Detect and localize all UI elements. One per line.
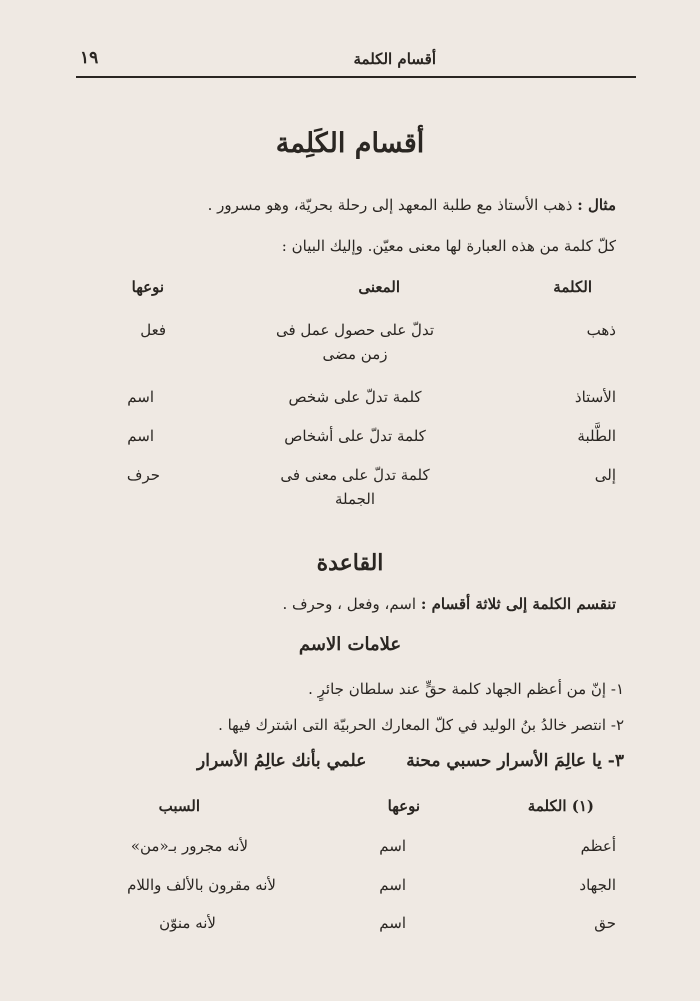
table2-row-2-type: اسم [379,876,406,894]
rule-line [282,595,616,613]
item-text: انتصر خالدُ بنُ الوليد في كلّ المعارك الحربيّة التى اشترك فيها . [218,716,607,734]
numbered-item-3 [197,751,624,771]
item-number: ٣- [607,751,624,771]
item-number: ١- [610,680,624,698]
example-label: مثال : [577,196,616,214]
table1-row-2-word: الأستاذ [574,388,616,406]
table2-header-word: (١) الكلمة [527,797,594,815]
rule-title: القاعدة [316,550,384,576]
item-number: ٢- [610,716,624,734]
table1-row-4-type: حرف [126,466,160,484]
table2-row-1-reason: لأنه مجرور بـ«من» [130,837,248,855]
table1-row-3-type: اسم [127,427,154,445]
header-rule [76,76,636,78]
noun-signs-title: علامات الاسم [298,634,402,655]
verse-second-hemistich: علمي بأنك عالِمُ الأسرار [197,751,367,771]
table2-row-2-word: الجهاد [579,876,616,894]
table1-row-3-word: الطَّلبة [577,427,616,445]
example-line [208,196,616,214]
table2-row-1-type: اسم [379,837,406,855]
table1-row-3-meaning [260,427,450,445]
table2-row-3-type: اسم [379,914,406,932]
meaning-line: كلمة تدلّ على أشخاص [284,427,426,445]
numbered-item-1 [308,680,624,698]
table1-row-2-meaning [260,388,450,406]
meaning-line: الجملة [334,490,376,508]
table1-row-1-word: ذهب [586,321,616,339]
rule-text: اسم، وفعل ، وحرف . [282,595,417,613]
table2-row-3-reason: لأنه منوّن [159,914,216,932]
running-header [76,44,636,74]
table2-row-2-reason: لأنه مقرون بالألف واللام [127,876,276,894]
chapter-title: أقسام الكَلِمة [275,128,425,159]
running-header-title: أقسام الكلمة [353,50,436,68]
table1-row-4-meaning [260,466,450,508]
table2-row-3-word: حق [594,914,616,932]
table2-header-type: نوعها [387,797,420,815]
verse-first-hemistich: يا عالِمَ الأسرار حسبي محنة [406,751,602,771]
table1-row-2-type: اسم [127,388,154,406]
meaning-line: كلمة تدلّ على شخص [288,388,422,406]
meaning-line: كلمة تدلّ على معنى فى [280,466,430,484]
table1-header-meaning: المعنى [358,278,400,296]
table1-row-1-meaning [260,321,450,363]
table2-header-reason: السبب [158,797,200,815]
example-text: ذهب الأستاذ مع طلبة المعهد إلى رحلة بحريّة، وهو مسرور . [207,196,573,214]
table1-header-type: نوعها [131,278,164,296]
table1-header-word: الكلمة [553,278,592,296]
page-number: ١٩ [80,48,99,68]
table1-row-4-word: إلى [594,466,616,484]
meaning-line: تدلّ على حصول عمل فى [275,321,435,339]
meaning-line: زمن مضى [322,345,388,363]
numbered-item-2 [218,716,624,734]
example-line-2: كلّ كلمة من هذه العبارة لها معنى معيّن. وإليك البيان : [281,237,616,255]
item-text: إنّ من أعظم الجهاد كلمة حقٍّ عند سلطان جائرٍ . [308,680,607,698]
table2-row-1-word: أعظم [580,837,616,855]
rule-text-bold: تنقسم الكلمة إلى ثلاثة أقسام : [420,595,616,613]
table1-row-1-type: فعل [140,321,166,339]
